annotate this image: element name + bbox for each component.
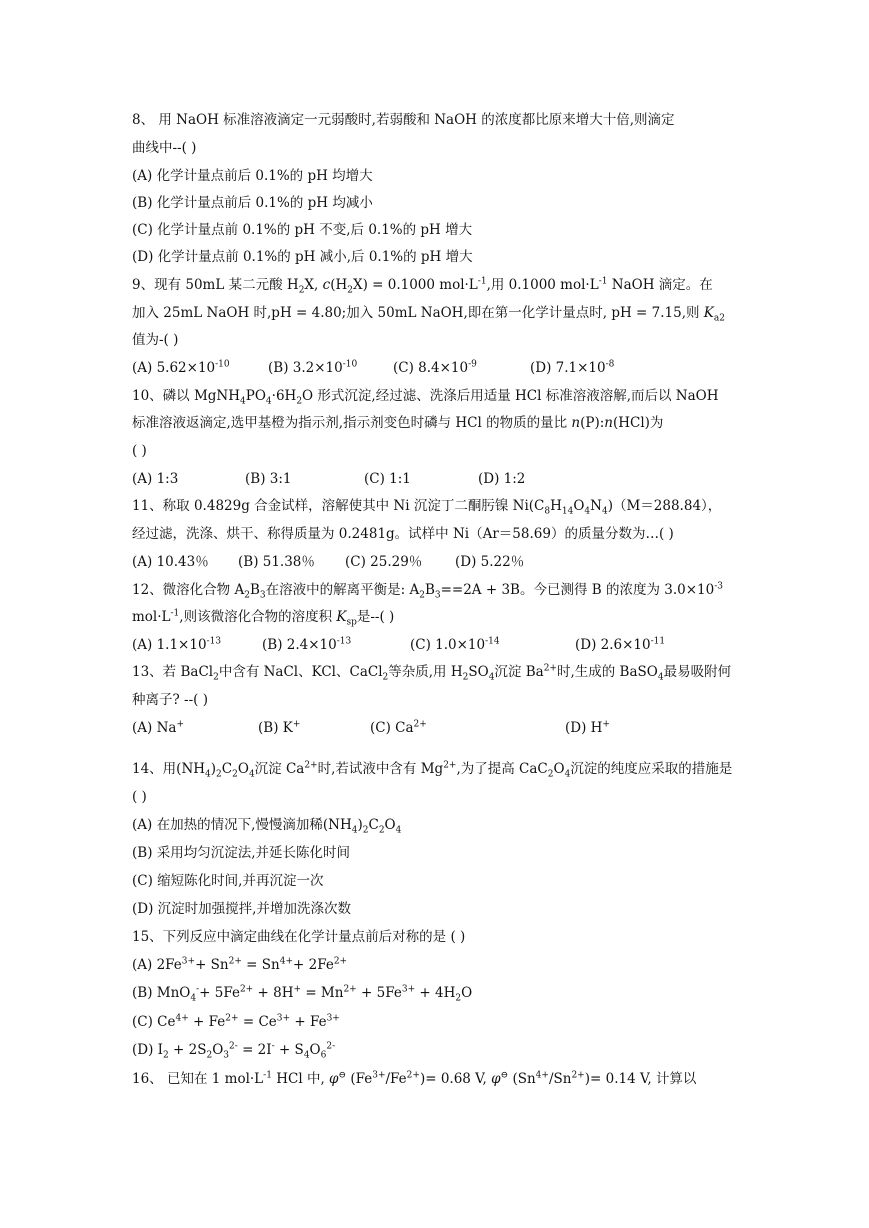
q10-line2: 标准溶液返滴定,选甲基橙为指示剂,指示剂变色时磷与 HCl 的物质的量比 n(P):n(HCl)为 (132, 415, 664, 431)
q10-line3: ( ) (132, 443, 147, 459)
q8-option-a: (A) 化学计量点前后 0.1%的 pH 均增大 (132, 168, 373, 184)
q11-option-b: (B) 51.38％ (238, 554, 315, 570)
q15-option-c: (C) $Ce^{4+} + Fe^{2+} = Ce^{3+} + Fe^{3+}$ (132, 1013, 340, 1030)
q11-option-c: (C) 25.29％ (345, 554, 423, 570)
q13-option-c: (C) $Ca^{2+}$ (370, 719, 427, 736)
q10-option-b: (B) 3:1 (245, 471, 292, 487)
q11-option-d: (D) 5.22％ (455, 554, 525, 570)
q9-option-a: (A) $5.62\times 10^{-10}$ (132, 359, 230, 376)
q11-line2: 经过滤，洗涤、烘干、称得质量为 0.2481g。试样中 Ni（Ar＝58.69）的质量分数为…( ) (132, 526, 674, 542)
q13-option-b: (B) K+ (258, 719, 301, 736)
q15-line1: 15、下列反应中滴定曲线在化学计量点前后对称的是 ( ) (132, 929, 466, 945)
q9-line3: 值为-( ) (132, 332, 179, 348)
q13-option-a: (A) Na+ (132, 719, 184, 736)
q9-option-b: (B) $3.2\times 10^{-10}$ (268, 359, 358, 376)
q9-line1: 9、现有 50mL 某二元酸 $H_2X$, $c(H_2X) = 0.1000$ $mol\cdot L^{-1}$,用 0.1000 $mol\cdot L^{-1}$ NaOH 滴定。在 (132, 276, 713, 296)
q12-line1: 12、微溶化合物 $A_2B_3$在溶液中的解离平衡是: $A_2B_3==2A + 3B$。今已测得 B 的浓度为 $3.0\times 10^{-3}$ (132, 581, 723, 601)
q10-option-c: (C) 1:1 (364, 471, 411, 487)
q15-option-a: (A) $2Fe^{3+}+ Sn^{2+} = Sn^{4+}+ 2Fe^{2+}$ (132, 956, 348, 973)
q8-option-b: (B) 化学计量点前后 0.1%的 pH 均减小 (132, 195, 373, 211)
q14-option-a: (A) 在加热的情况下,慢慢滴加稀$(NH_4)_2C_2O_4$ (132, 817, 402, 836)
q14-option-b: (B) 采用均匀沉淀法,并延长陈化时间 (132, 845, 351, 861)
q9-option-d: (D) $7.1\times 10^{-8}$ (530, 359, 615, 376)
q8-line1: 8、 用 NaOH 标准溶液滴定一元弱酸时,若弱酸和 NaOH 的浓度都比原来增大十倍,则滴定 (132, 112, 675, 128)
q15-option-d: (D) $I_2 + 2S_2O_3^{2-} = 2I^- + S_4O_6^{2-}$ (132, 1041, 336, 1061)
q9-line2: 加入 25mL NaOH 时,pH = 4.80;加入 50mL NaOH,即在第一化学计量点时, pH = 7.15,则 $K_{a2}$ (132, 305, 725, 324)
q12-option-b: (B) $2.4\times 10^{-13}$ (262, 636, 352, 653)
q9-option-c: (C) $8.4\times 10^{-9}$ (393, 359, 477, 376)
q12-line2: $mol\cdot L^{-1}$,则该微溶化合物的溶度积 $K_{sp}$是--( ) (132, 608, 395, 628)
q11-line1: 11、称取 0.4829g 合金试样，溶解使其中 Ni 沉淀丁二酮肟镍 $Ni(C_8H_{14}O_4N_4)(M=288.84)$， (132, 498, 722, 517)
q13-line2: 种离子? --( ) (132, 692, 208, 708)
q8-option-c: (C) 化学计量点前 0.1%的 pH 不变,后 0.1%的 pH 增大 (132, 222, 473, 238)
q10-option-d: (D) 1:2 (478, 471, 526, 487)
q14-option-d: (D) 沉淀时加强搅拌,并增加洗涤次数 (132, 901, 351, 917)
q11-option-a: (A) 10.43％ (132, 554, 209, 570)
q15-option-b: (B) $MnO_4^-+ 5Fe^{2+} + 8H^+ = Mn^{2+} + 5Fe^{3+} + 4H_2O$ (132, 984, 473, 1004)
q12-option-a: (A) $1.1\times 10^{-13}$ (132, 636, 222, 653)
q8-option-d: (D) 化学计量点前 0.1%的 pH 减小,后 0.1%的 pH 增大 (132, 249, 473, 265)
q10-option-a: (A) 1:3 (132, 471, 179, 487)
q10-line1: 10、磷以 $MgNH_4PO_4\cdot 6H_2O$ 形式沉淀,经过滤、洗涤后用适量 HCl 标准溶液溶解,而后以 NaOH (132, 388, 719, 407)
q12-option-c: (C) $1.0\times 10^{-14}$ (410, 636, 500, 653)
q13-option-d: (D) H+ (565, 719, 610, 736)
q8-line2: 曲线中--( ) (132, 140, 197, 156)
q16-line1: 16、 已知在 1 $mol\cdot L^{-1}$ HCl 中, φ⊖ $(Fe^{3+}/Fe^{2+})= 0.68$ V, φ⊖ $(Sn^{4+}/Sn^{2+})= 0.14$ V, 计算以 (132, 1070, 697, 1087)
q14-option-c: (C) 缩短陈化时间,并再沉淀一次 (132, 873, 324, 889)
q12-option-d: (D) $2.6\times 10^{-11}$ (575, 636, 666, 653)
q14-line2: ( ) (132, 789, 147, 805)
q14-line1: 14、用$(NH_4)_2C_2O_4$沉淀 $Ca^{2+}$时,若试液中含有 $Mg^{2+}$,为了提高 $CaC_2O_4$沉淀的纯度应采取的措施是 (132, 760, 733, 780)
q13-line1: 13、若 BaCl$_2$中含有 NaCl、KCl、CaCl$_2$等杂质,用 $H_2SO_4$沉淀 $Ba^{2+}$时,生成的 BaSO$_4$最易吸附何 (132, 663, 732, 683)
